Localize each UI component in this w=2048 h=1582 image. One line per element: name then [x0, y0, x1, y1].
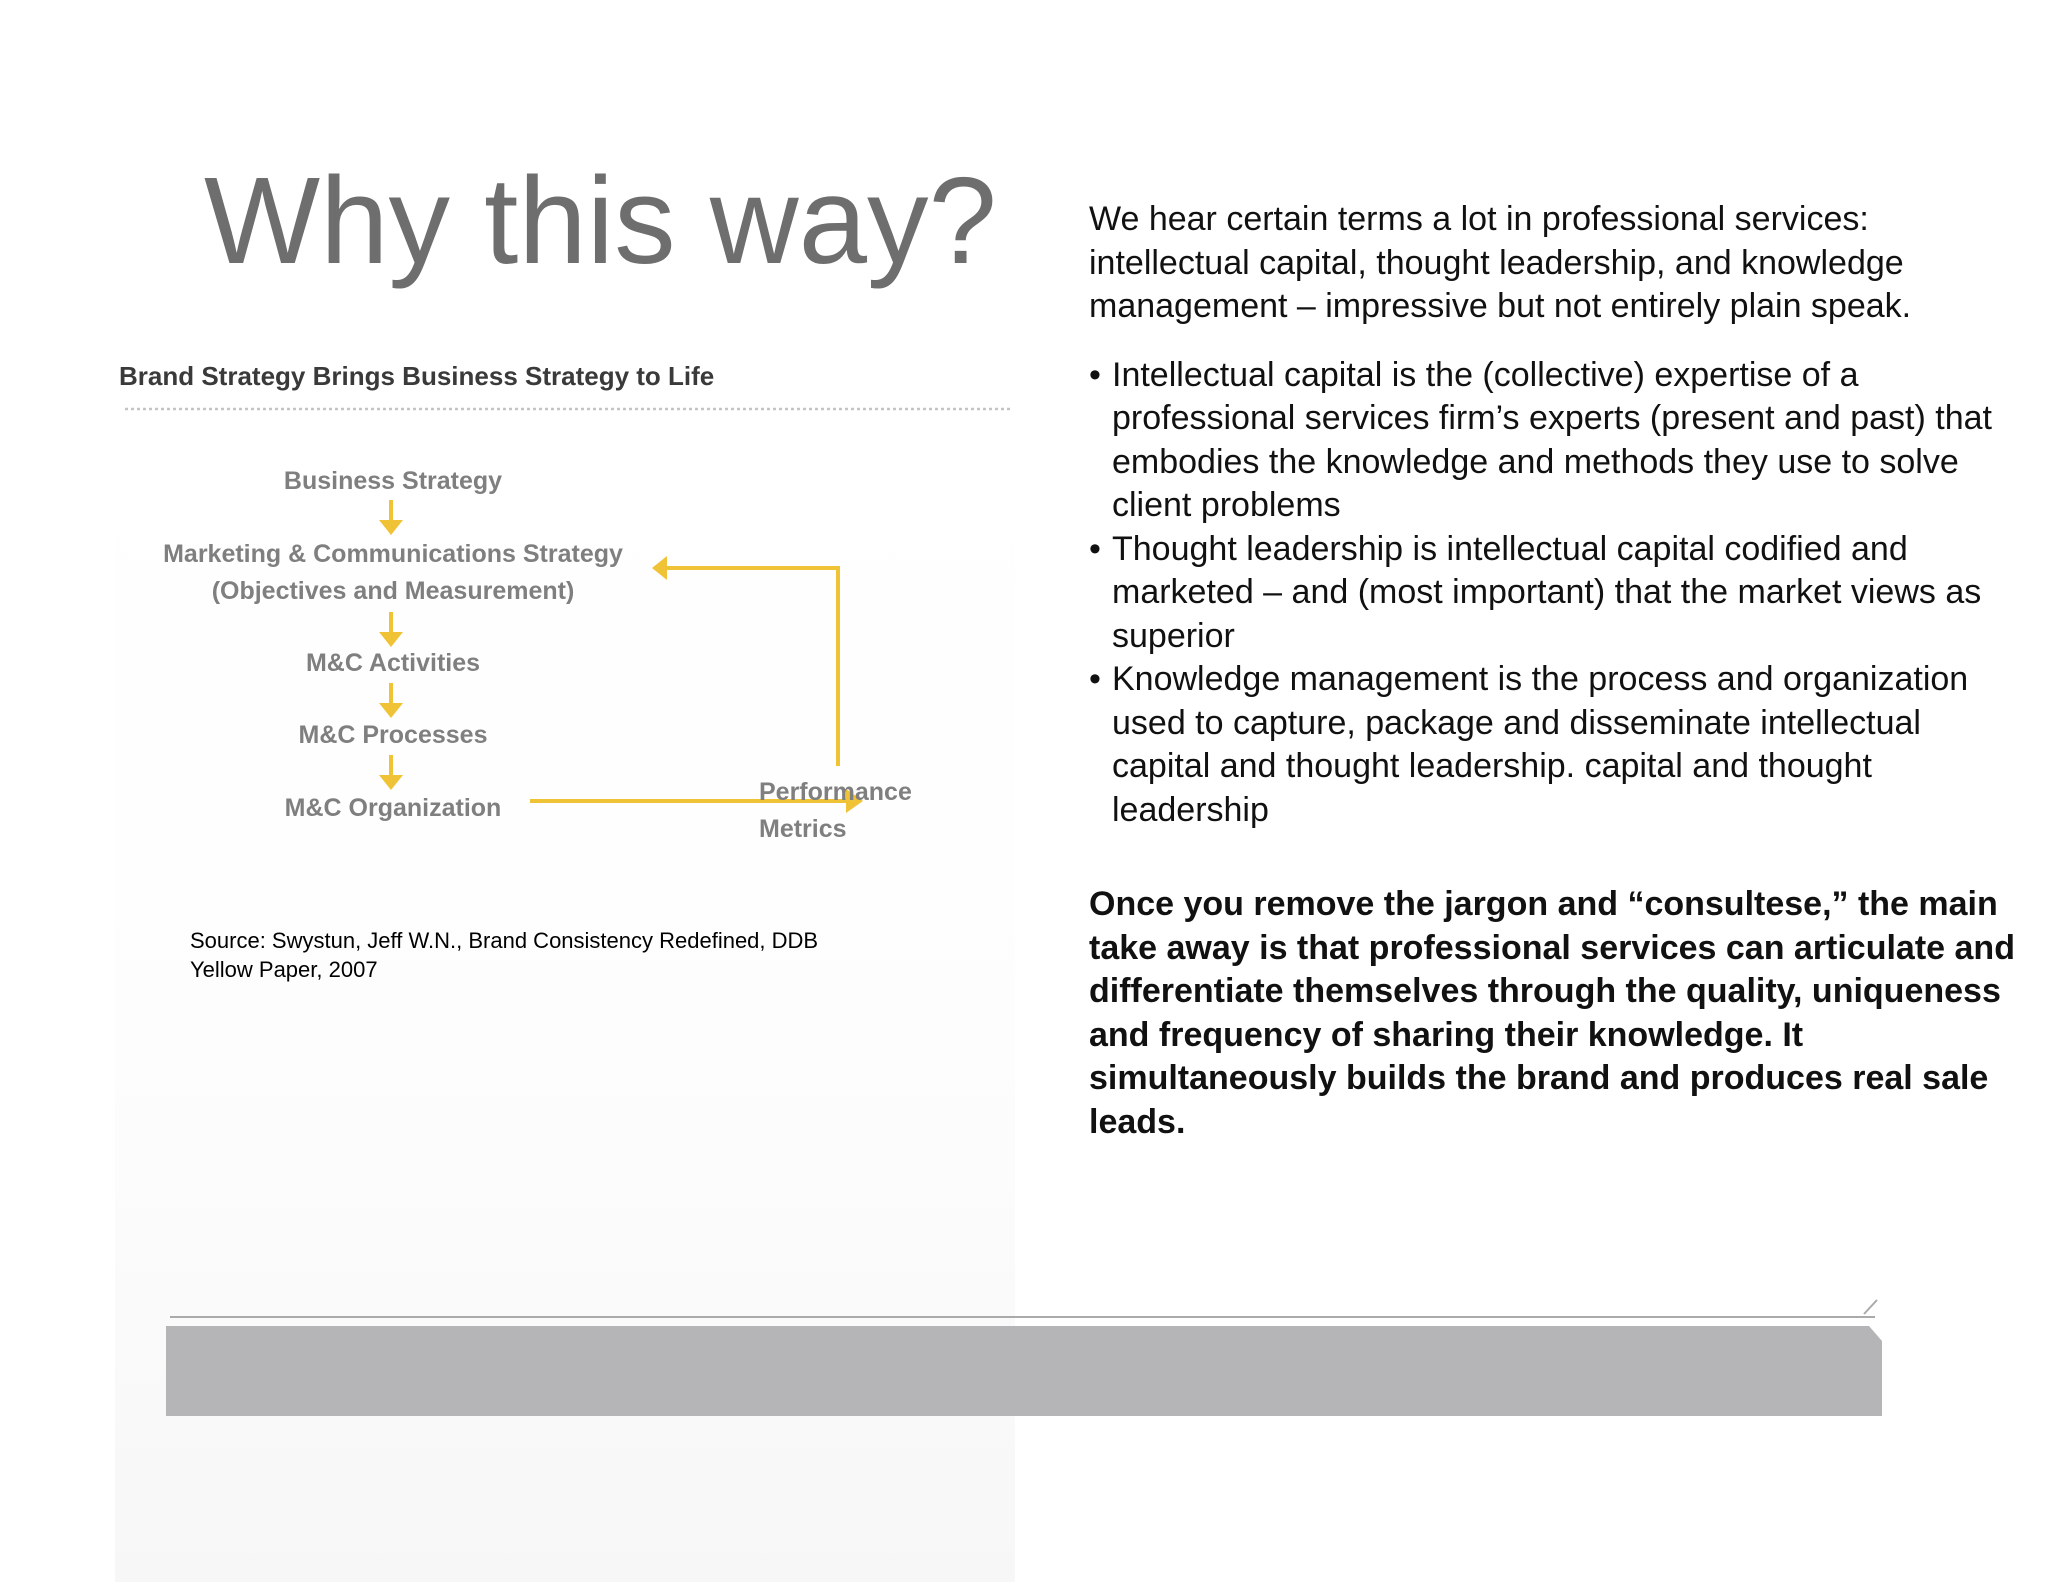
footer-corner-accent — [1860, 1298, 1880, 1318]
diagram-heading: Brand Strategy Brings Business Strategy to Life — [119, 361, 715, 391]
list-item-text: Thought leadership is intellectual capital codified and marketed – and (most important) that the market views as superior — [1112, 529, 1982, 655]
step-mc-processes: M&C Processes — [298, 721, 488, 749]
list-item-text: Knowledge management is the process and organization used to capture, package and disseminate intellectual capital and thought leadership. capital and thought leadership — [1112, 660, 1969, 829]
performance-metrics-label-line2: Metrics — [759, 815, 847, 843]
down-arrow-icon — [379, 755, 403, 790]
down-arrow-icon — [379, 683, 403, 718]
slide-title: Why this way? — [204, 153, 997, 290]
step-mc-strategy-subtitle: (Objectives and Measurement) — [211, 577, 575, 605]
conclusion-paragraph: Once you remove the jargon and “consultese,” the main take away is that professional services can articulate and differentiate themselves through the quality, uniqueness and frequency of sharing their knowledge. It simultaneously builds the brand and produces real sale leads. — [1089, 885, 2015, 1141]
list-item — [1089, 528, 2019, 659]
source-citation — [190, 926, 890, 984]
intro-paragraph: We hear certain terms a lot in professional services: intellectual capital, thought leadership, and knowledge management – impressive but not entirely plain speak. — [1089, 200, 1912, 325]
source-line: Yellow Paper, 2007 — [190, 957, 378, 982]
body-text-column — [1089, 198, 2019, 1144]
definitions-list — [1089, 354, 2019, 833]
bullet-icon: • — [1089, 529, 1101, 568]
step-business-strategy: Business Strategy — [283, 467, 503, 495]
list-item — [1089, 354, 2019, 528]
step-mc-strategy: Marketing & Communications Strategy — [163, 540, 623, 568]
step-mc-organization: M&C Organization — [284, 794, 502, 822]
brand-strategy-diagram — [115, 355, 1015, 865]
step-mc-activities: M&C Activities — [305, 649, 481, 677]
bullet-icon: • — [1089, 660, 1101, 698]
footer-divider — [170, 1316, 1875, 1318]
feedback-arrow-icon — [652, 556, 838, 766]
down-arrow-icon — [379, 500, 403, 535]
list-item — [1089, 658, 2019, 832]
footer-bar — [166, 1326, 1882, 1416]
down-arrow-icon — [379, 612, 403, 647]
list-item-text: Intellectual capital is the (collective) expertise of a professional services firm’s experts (present and past) that embodies the knowledge and methods they use to solve client problems — [1112, 355, 1992, 524]
performance-metrics-label: Performance — [759, 778, 912, 806]
bullet-icon: • — [1089, 355, 1101, 394]
source-line: Source: Swystun, Jeff W.N., Brand Consistency Redefined, DDB — [190, 928, 819, 953]
